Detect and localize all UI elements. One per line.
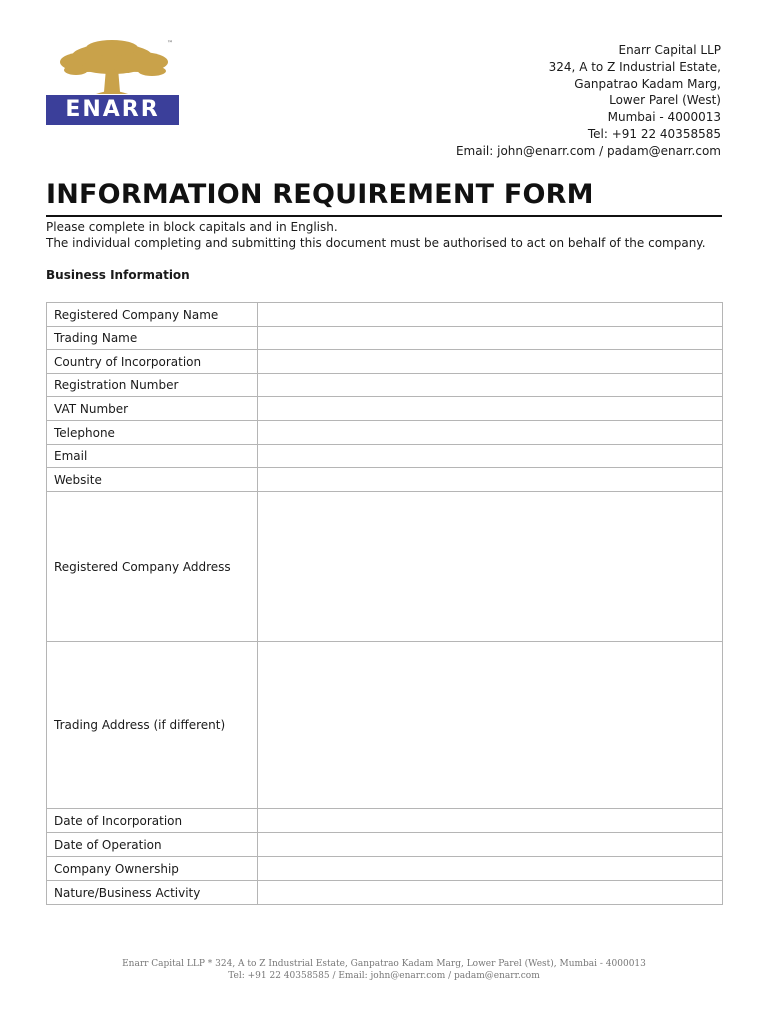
date-of-incorporation-field[interactable] [258,809,723,833]
field-label: Email [47,445,258,468]
table-row [47,857,723,881]
registered-company-address-field[interactable] [258,492,723,642]
field-label: Website [47,468,258,492]
field-label: Nature/Business Activity [47,881,258,905]
tree-icon [46,40,179,96]
date-of-operation-field[interactable] [258,833,723,857]
table-row [47,374,723,397]
table-row [47,881,723,905]
section-heading: Business Information [46,268,190,282]
registered-company-name-field[interactable] [258,303,723,327]
table-row [47,350,723,374]
telephone-field[interactable] [258,421,723,445]
trademark-mark: ™ [167,40,173,47]
nature-business-activity-field[interactable] [258,881,723,905]
registration-number-field[interactable] [258,374,723,397]
address-line: Lower Parel (West) [609,93,721,108]
table-row [47,468,723,492]
business-information-table [46,302,723,905]
instruction-line: Please complete in block capitals and in English. [46,220,338,234]
field-label: Registered Company Name [47,303,258,327]
form-title: INFORMATION REQUIREMENT FORM [46,178,722,217]
company-address-block [456,42,721,160]
table-row [47,445,723,468]
address-line: Ganpatrao Kadam Marg, [574,76,721,91]
footer-address: Enarr Capital LLP * 324, A to Z Industrial Estate, Ganpatrao Kadam Marg, Lower Parel (West), Mumbai - 4000013 [122,959,646,969]
field-label: Trading Address (if different) [47,642,258,809]
address-line: Mumbai - 4000013 [607,110,721,125]
table-row [47,397,723,421]
table-row [47,421,723,445]
page-footer [0,958,768,982]
field-label: Country of Incorporation [47,350,258,374]
table-row [47,642,723,809]
trading-address-field[interactable] [258,642,723,809]
website-field[interactable] [258,468,723,492]
instruction-line: The individual completing and submitting this document must be authorised to act on behalf of the company. [46,236,706,250]
address-email: Email: john@enarr.com / padam@enarr.com [455,143,721,158]
table-row [47,492,723,642]
table-row [47,327,723,350]
field-label: Registration Number [47,374,258,397]
address-telephone: Tel: +91 22 40358585 [587,126,721,141]
trading-name-field[interactable] [258,327,723,350]
logo-wordmark: ENARR [46,95,179,125]
table-row [47,809,723,833]
vat-number-field[interactable] [258,397,723,421]
field-label: Trading Name [47,327,258,350]
field-label: Registered Company Address [47,492,258,642]
table-row [47,833,723,857]
field-label: Company Ownership [47,857,258,881]
field-label: VAT Number [47,397,258,421]
footer-contact: Tel: +91 22 40358585 / Email: john@enarr.com / padam@enarr.com [228,971,540,981]
form-instructions [46,219,706,251]
field-label: Date of Operation [47,833,258,857]
field-label: Telephone [47,421,258,445]
address-line: Enarr Capital LLP [618,43,721,57]
company-ownership-field[interactable] [258,857,723,881]
email-field[interactable] [258,445,723,468]
table-row [47,303,723,327]
country-of-incorporation-field[interactable] [258,350,723,374]
address-line: 324, A to Z Industrial Estate, [548,59,721,74]
field-label: Date of Incorporation [47,809,258,833]
company-logo [46,40,179,126]
